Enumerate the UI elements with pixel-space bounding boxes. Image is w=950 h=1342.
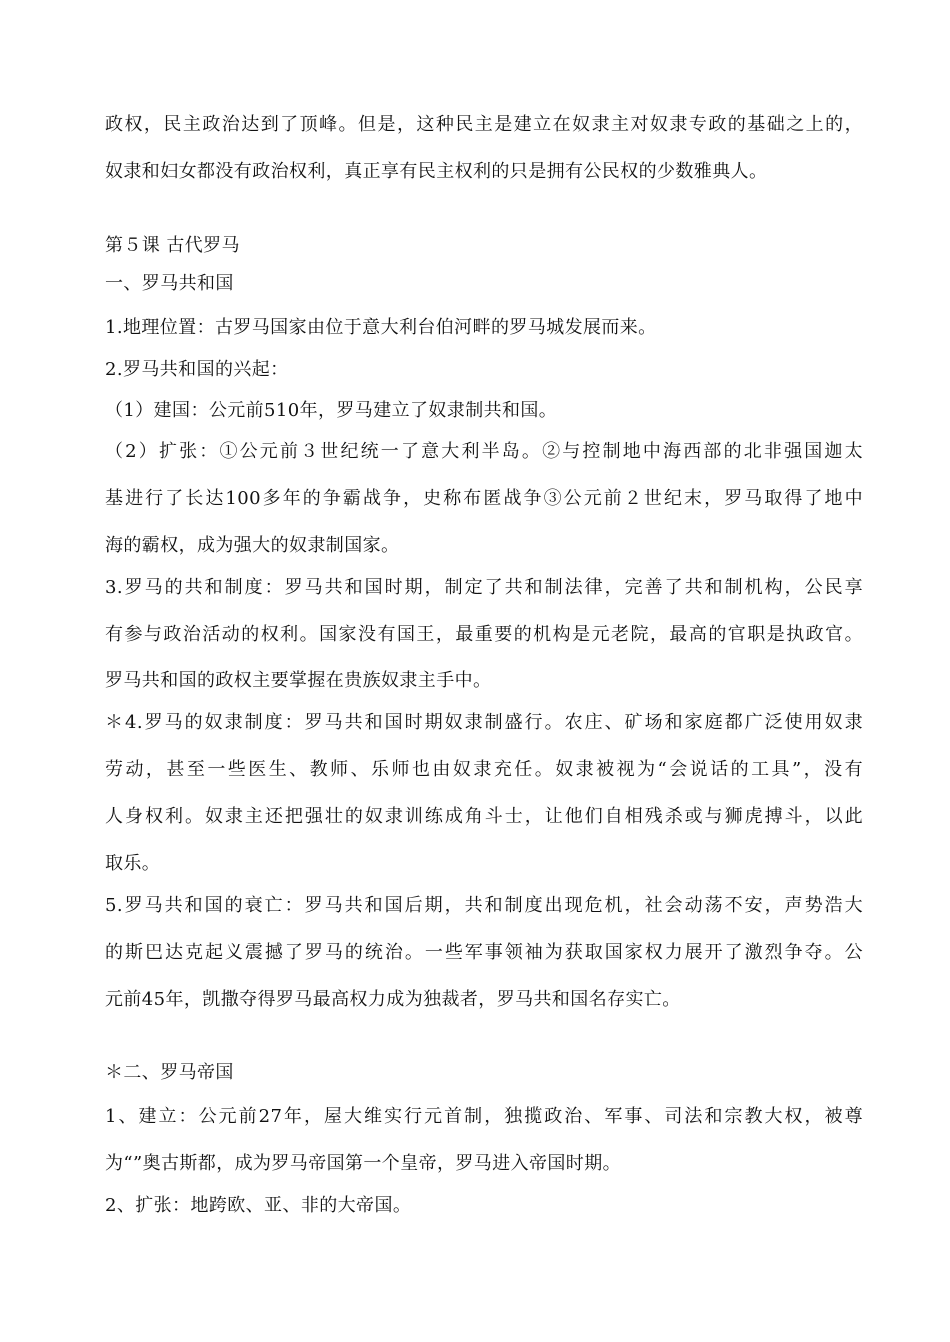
lesson-title: 第５课 古代罗马 [105,235,240,256]
paragraph-empire-expansion: 2、扩张：地跨欧、亚、非的大帝国。 [105,1195,412,1216]
section-heading-republic: 一、罗马共和国 [105,273,234,294]
intro-line-1: 政权，民主政治达到了顶峰。但是，这种民主是建立在奴隶主对奴隶专政的基础之上的， [105,114,863,135]
intro-line-2: 奴隶和妇女都没有政治权利，真正享有民主权利的只是拥有公民权的少数雅典人。 [105,161,768,182]
paragraph-rise: 2.罗马共和国的兴起： [105,359,289,380]
paragraph-republic-system-line-3: 罗马共和国的政权主要掌握在贵族奴隶主手中。 [105,670,492,691]
paragraph-expansion-line-3: 海的霸权，成为强大的奴隶制国家。 [105,535,400,556]
paragraph-expansion-line-2: 基进行了长达100多年的争霸战争，史称布匿战争③公元前２世纪末，罗马取得了地中 [105,488,863,509]
section-heading-empire: ＊二、罗马帝国 [105,1062,234,1083]
paragraph-republic-system-line-1: 3.罗马的共和制度：罗马共和国时期，制定了共和制法律，完善了共和制机构，公民享 [105,577,863,598]
paragraph-geography: 1.地理位置：古罗马国家由位于意大利台伯河畔的罗马城发展而来。 [105,317,657,338]
paragraph-slavery-line-1: ＊4.罗马的奴隶制度：罗马共和国时期奴隶制盛行。农庄、矿场和家庭都广泛使用奴隶 [105,712,863,733]
paragraph-expansion-line-1: （2）扩张：①公元前３世纪统一了意大利半岛。②与控制地中海西部的北非强国迦太 [105,441,863,462]
paragraph-empire-founding-line-2: 为“”奥古斯都，成为罗马帝国第一个皇帝，罗马进入帝国时期。 [105,1153,622,1174]
paragraph-slavery-line-2: 劳动，甚至一些医生、教师、乐师也由奴隶充任。奴隶被视为“会说话的工具”，没有 [105,759,863,780]
paragraph-empire-founding-line-1: 1、建立：公元前27年，屋大维实行元首制，独揽政治、军事、司法和宗教大权，被尊 [105,1106,863,1127]
paragraph-decline-line-3: 元前45年，凯撒夺得罗马最高权力成为独裁者，罗马共和国名存实亡。 [105,989,681,1010]
paragraph-decline-line-2: 的斯巴达克起义震撼了罗马的统治。一些军事领袖为获取国家权力展开了激烈争夺。公 [105,942,863,963]
paragraph-republic-system-line-2: 有参与政治活动的权利。国家没有国王，最重要的机构是元老院，最高的官职是执政官。 [105,624,863,645]
paragraph-founding: （1）建国：公元前510年，罗马建立了奴隶制共和国。 [105,400,558,421]
paragraph-slavery-line-3: 人身权利。奴隶主还把强壮的奴隶训练成角斗士，让他们自相残杀或与狮虎搏斗，以此 [105,806,863,827]
paragraph-decline-line-1: 5.罗马共和国的衰亡：罗马共和国后期，共和制度出现危机，社会动荡不安，声势浩大 [105,895,863,916]
paragraph-slavery-line-4: 取乐。 [105,853,161,874]
